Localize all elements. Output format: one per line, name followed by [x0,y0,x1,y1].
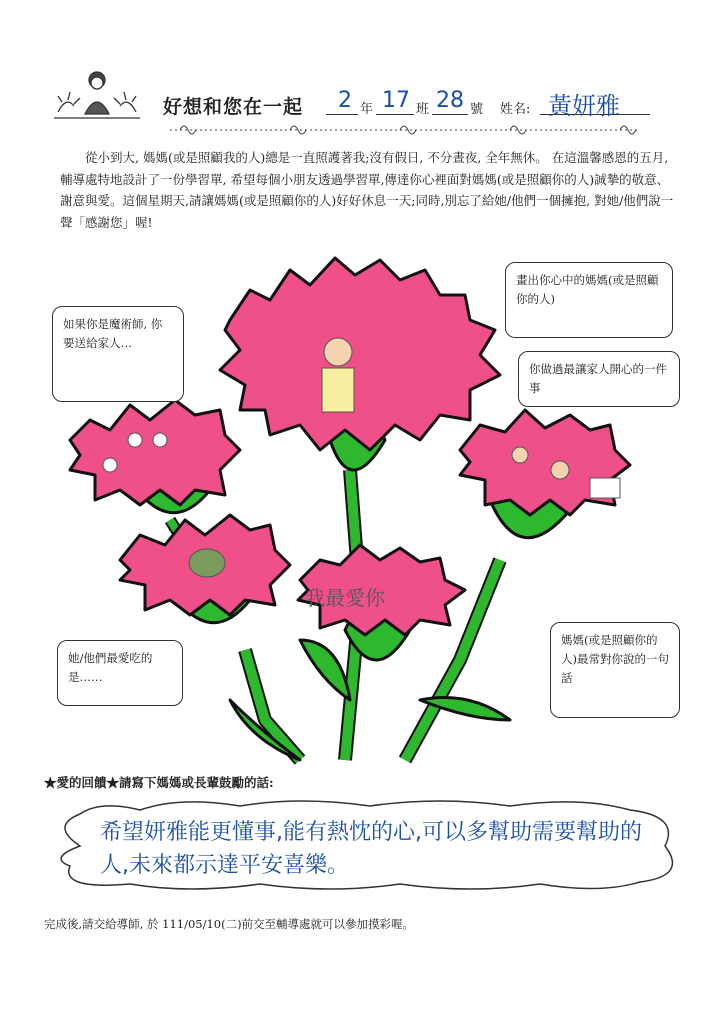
bubble-magician-text: 如果你是魔術師, 你要送給家人… [63,317,163,350]
encouragement-prompt: ★愛的回饋★請寫下媽媽或長輩鼓勵的話: [44,775,274,790]
bubble-magician [52,306,184,402]
bubble-favorite-food-text: 她/他們最愛吃的是…… [68,651,153,684]
footer-instructions: 完成後,請交給導師, 於 111/05/10(二)前交至輔導處就可以參加摸彩喔。 [44,917,415,931]
bubble-happiest-thing-text: 你做過最讓家人開心的一件事 [529,362,667,395]
bubble-happiest-thing [518,351,680,407]
class-label: 班 [416,102,430,117]
bubble-draw-mom-text: 畫出你心中的媽媽(或是照顧你的人) [516,273,659,306]
grade-value: 2 [338,88,352,113]
name-label: 姓名: [500,102,531,117]
bubble-mom-saying [550,622,680,718]
bubble-mom-saying-text: 媽媽(或是照顧你的人)最常對你說的一句話 [561,633,669,685]
bubble-favorite-food [57,640,183,706]
seat-label: 號 [470,102,484,117]
seat-value: 28 [436,88,464,113]
class-value: 17 [382,88,410,113]
page-title: 好想和您在一起 [163,96,304,118]
grade-label: 年 [360,102,374,117]
intro-paragraph: 從小到大, 媽媽(或是照顧我的人)總是一直照護著我;沒有假日, 不分晝夜, 全年無休。 在這溫馨感恩的五月, 輔導處特地設計了一份學習單, 希望每個小朋友透過學習單,傳達你心裡面對媽媽(或是照顧你的人)誠摯的敬意、 謝意與愛。這個星期天,請讓媽媽(或是照顧你的人)好好休息一天;同時,別忘了給她/他們一個擁抱, 對她/他們說一聲「感謝您」喔! [60,150,674,230]
bubble-draw-mom [505,262,673,338]
flower-handwriting: 我最愛你 [305,586,385,610]
name-value: 黃妍雅 [548,92,620,120]
encouragement-response: 希望妍雅能更懂事,能有熱忱的心,可以多幫助需要幫助的人,未來都示達平安喜樂。 [100,820,642,878]
